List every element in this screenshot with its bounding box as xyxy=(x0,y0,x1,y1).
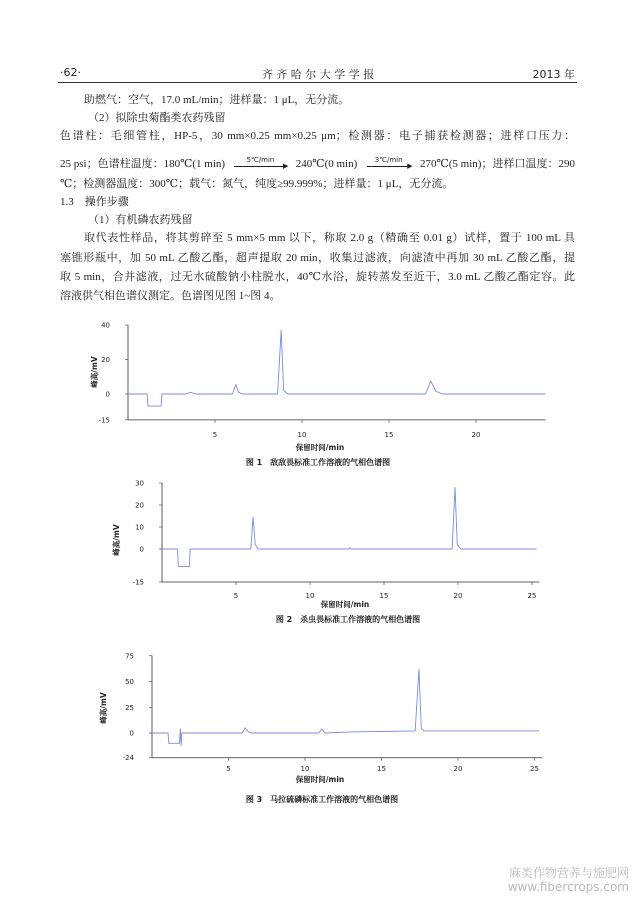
journal-year: 2013 年 xyxy=(532,68,575,81)
journal-title: 齐 齐 哈 尔 大 学 学 报 xyxy=(261,68,375,81)
chromatogram-figure-2 xyxy=(0,475,635,615)
series-line xyxy=(128,330,546,406)
body-paragraph-line: 塞锥形瓶中，加 50 mL 乙酸乙酯，超声提取 20 min，收集过滤液，向滤渣中再加 30 mL 乙酸乙酯，提 xyxy=(60,252,575,264)
y-axis-title: 峰高/mV xyxy=(99,692,108,724)
ramp-rate-1: 5℃/min xyxy=(246,156,275,164)
x-tick-label: 5 xyxy=(226,765,231,773)
y-tick-label: 0 xyxy=(139,545,144,554)
x-tick-label: 15 xyxy=(384,431,394,439)
watermark-site-name: 麻类作物营养与施肥网 xyxy=(508,866,629,880)
figure-3-caption: 图 3 马拉硫磷标准工作溶液的气相色谱图 xyxy=(245,795,399,804)
program-prefix: 25 psi；色谱柱温度：180℃(1 min) xyxy=(60,158,226,170)
watermark-url: www.fibercrops.com xyxy=(507,880,629,894)
body-line-column: 色谱柱：毛细管柱，HP-5，30 mm×0.25 mm×0.25 μm；检测器：电子捕获检测器；进样口压力： xyxy=(60,130,575,142)
chromatogram-figure-1 xyxy=(0,315,635,460)
x-tick-label: 15 xyxy=(379,592,389,600)
x-tick-label: 25 xyxy=(527,592,537,600)
subheading-pyrethroid: （2）拟除虫菊酯类农药残留 xyxy=(88,112,226,124)
y-tick-label: 20 xyxy=(135,501,144,510)
series-line xyxy=(152,669,539,745)
ramp-arrow-2 xyxy=(367,156,413,170)
ramp-rate-2: 3℃/min xyxy=(374,156,403,164)
y-tick-label: 0 xyxy=(105,390,110,399)
program-suffix: 270℃(5 min)；进样口温度：290 xyxy=(419,158,575,170)
section-heading-1-3: 1.3 操作步骤 xyxy=(60,196,129,208)
y-tick-label: -15 xyxy=(132,578,144,587)
body-line-combustion-gas: 助燃气：空气，17.0 mL/min；进样量：1 μL，无分流。 xyxy=(84,94,350,106)
program-mid: 240℃(0 min) xyxy=(295,158,358,170)
body-paragraph-line: 取 5 min，合并滤液，过无水硫酸钠小柱脱水，40℃水浴，旋转蒸发至近干，3.0 mL 乙酸乙酯定容。此 xyxy=(60,271,575,283)
y-tick-label: -24 xyxy=(122,754,134,763)
y-tick-label: -15 xyxy=(98,416,110,425)
ramp-arrow-1 xyxy=(234,156,289,170)
x-tick-label: 20 xyxy=(453,592,463,600)
y-tick-label: 25 xyxy=(125,703,134,712)
figure-2-caption: 图 2 杀虫畏标准工作溶液的气相色谱图 xyxy=(275,615,421,624)
page-number: ·62· xyxy=(60,66,81,79)
subheading-organophosphorus: （1）有机磷农药残留 xyxy=(88,214,193,226)
arrow-right-icon: ▶ xyxy=(234,166,286,167)
x-tick-label: 25 xyxy=(530,765,539,773)
y-tick-label: 20 xyxy=(101,356,110,364)
y-tick-label: 10 xyxy=(135,523,144,532)
body-line-detector: ℃；检测器温度：300℃；载气：氮气，纯度≥99.999%；进样量：1 μL，无分流。 xyxy=(60,178,454,190)
body-paragraph-line: 取代表性样品，将其剪碎至 5 mm×5 mm 以下，称取 2.0 g（精确至 0.01 g）试样，置于 100 mL 具 xyxy=(84,232,575,244)
temperature-program-line xyxy=(60,150,575,172)
chromatogram-figure-3 xyxy=(0,648,635,790)
header-rule xyxy=(58,82,577,83)
y-tick-label: 75 xyxy=(125,652,134,661)
x-tick-label: 10 xyxy=(297,431,307,439)
x-tick-label: 20 xyxy=(453,765,463,773)
y-tick-label: 40 xyxy=(101,321,110,330)
figure-1-caption: 图 1 敌敌畏标准工作溶液的气相色谱图 xyxy=(245,458,391,467)
y-tick-label: 50 xyxy=(125,678,134,686)
series-line xyxy=(162,487,536,566)
x-tick-label: 5 xyxy=(212,431,218,439)
x-tick-label: 15 xyxy=(377,765,386,773)
y-axis-title: 峰高/mV xyxy=(112,524,121,556)
x-axis-title: 保留时间/min xyxy=(320,600,370,609)
x-axis-title: 保留时间/min xyxy=(295,443,345,452)
x-tick-label: 5 xyxy=(233,592,239,600)
x-axis-title: 保留时间/min xyxy=(295,775,345,784)
y-axis-title: 峰高/mV xyxy=(90,356,99,388)
arrow-right-icon: ▶ xyxy=(367,166,411,167)
x-tick-label: 10 xyxy=(305,592,315,600)
x-tick-label: 10 xyxy=(300,765,310,773)
y-tick-label: 30 xyxy=(135,479,144,488)
x-tick-label: 20 xyxy=(471,431,481,439)
y-tick-label: 0 xyxy=(129,729,134,738)
body-paragraph-line: 溶液供气相色谱仪测定。色谱图见图 1~图 4。 xyxy=(60,290,281,302)
